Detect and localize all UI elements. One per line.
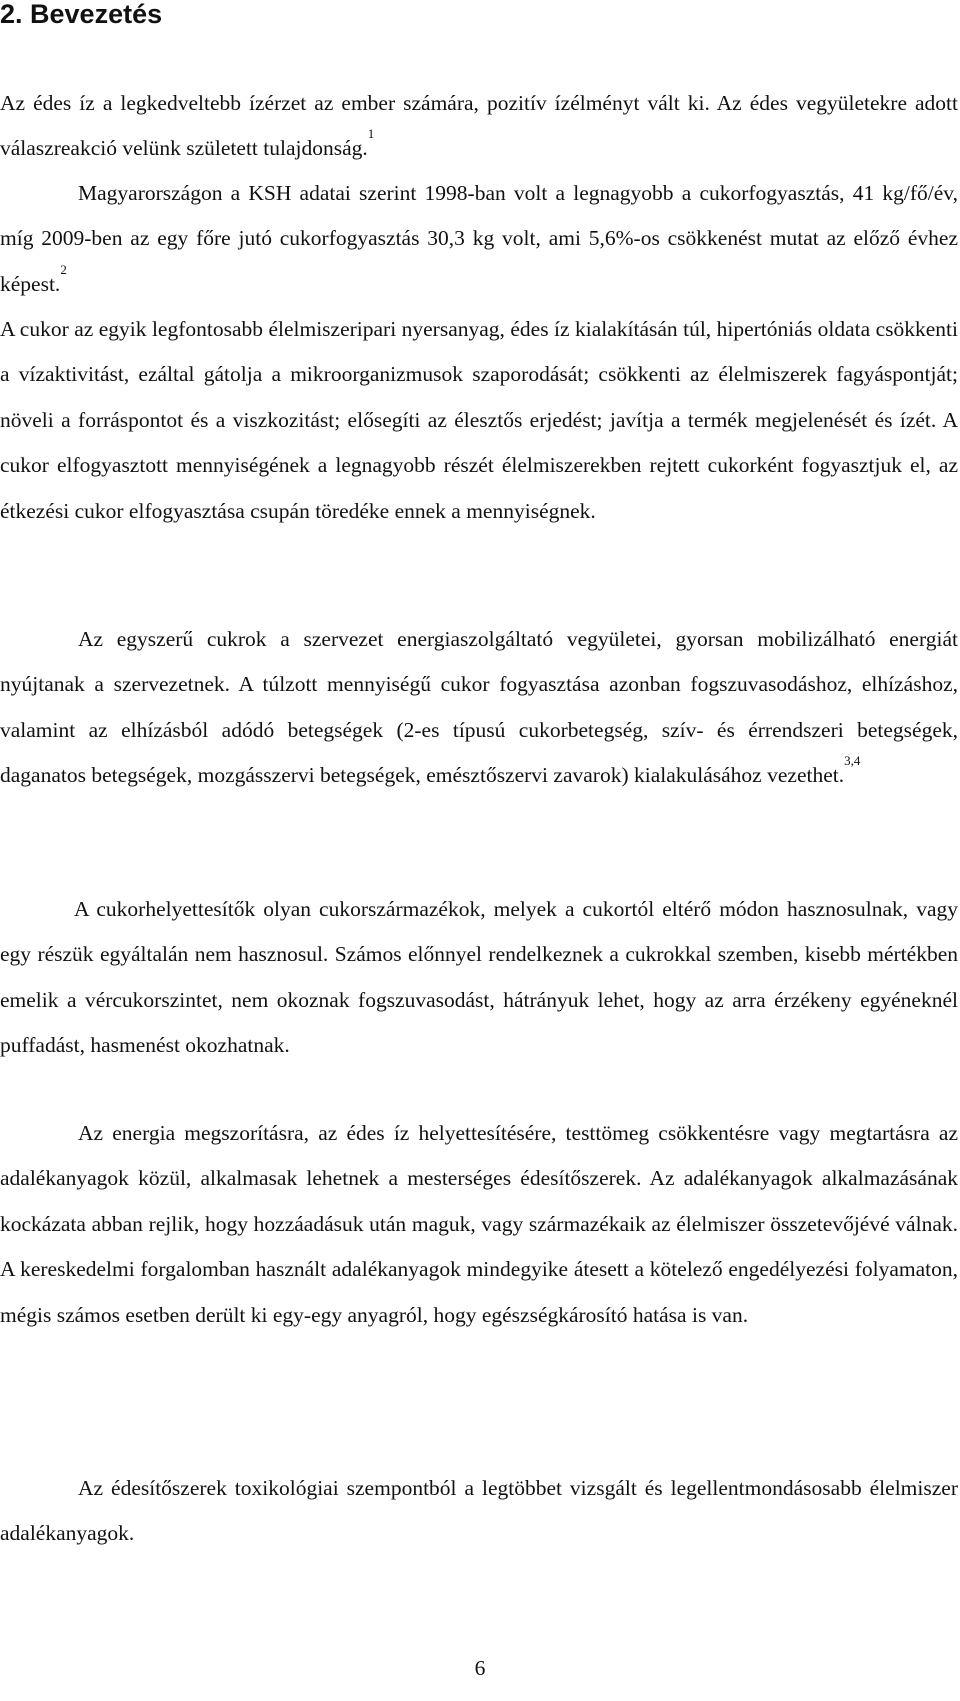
page-number: 6 — [474, 1656, 486, 1680]
paragraph-7 — [0, 1466, 958, 1557]
paragraph-1 — [0, 81, 958, 172]
paragraph-5 — [0, 887, 958, 1069]
paragraph-6-text: Az energia megszorításra, az édes íz helyettesítésére, testtömeg csökkentésre vagy megtartásra az adalékanyagok közül, alkalmasak lehetnek a mesterséges édesítőszerek. Az adalékanyagok alkalmazásának kockázata abban rejlik, hogy hozzáadásuk után maguk, vagy származékaik az élelmiszer összetevőjévé válnak. A kereskedelmi forgalomban használt adalékanyagok mindegyike átesett a kötelező engedélyezési folyamaton, mégis számos esetben derült ki egy-egy anyagról, hogy egészségkárosító hatása is van. — [0, 1121, 958, 1327]
paragraph-4-text: Az egyszerű cukrok a szervezet energiaszolgáltató vegyületei, gyorsan mobilizálható energiát nyújtanak a szervezetnek. A túlzott mennyiségű cukor fogyasztása azonban fogszuvasodáshoz, elhízáshoz, valamint az elhízásból adódó betegségek (2-es típusú cukorbetegség, szív- és érrendszeri betegségek, daganatos betegségek, mozgásszervi betegségek, emésztőszervi zavarok) kialakulásához vezethet. — [0, 627, 958, 788]
paragraph-4 — [0, 617, 958, 799]
paragraph-7-text: Az édesítőszerek toxikológiai szempontból a legtöbbet vizsgált és legellentmondásosabb élelmiszer adalékanyagok. — [0, 1476, 958, 1546]
section-heading: 2. Bevezetés — [0, 0, 163, 29]
paragraph-1-text: Az édes íz a legkedveltebb ízérzet az ember számára, pozitív ízélményt vált ki. Az édes vegyületekre adott válaszreakció velünk született tulajdonság. — [0, 91, 958, 161]
paragraph-6 — [0, 1111, 958, 1338]
paragraph-2-text: Magyarországon a KSH adatai szerint 1998-ban volt a legnagyobb a cukorfogyasztás, 41 kg/fő/év, míg 2009-ben az egy főre jutó cukorfogyasztás 30,3 kg volt, ami 5,6%-os csökkenést mutat az előző évhez képest. — [0, 181, 958, 296]
footnote-ref-1: 1 — [367, 126, 375, 142]
footnote-ref-3-4: 3,4 — [844, 753, 861, 769]
paragraph-2 — [0, 171, 958, 307]
paragraph-3 — [0, 307, 958, 534]
paragraph-3-text: A cukor az egyik legfontosabb élelmiszeripari nyersanyag, édes íz kialakításán túl, hipertóniás oldata csökkenti a vízaktivitást, ezáltal gátolja a mikroorganizmusok szaporodását; csökkenti az élelmiszerek fagyáspontját; növeli a forráspontot és a viszkozitást; elősegíti az élesztős erjedést; javítja a termék megjelenését és ízét. A cukor elfogyasztott mennyiségének a legnagyobb részét élelmiszerekben rejtett cukorként fogyasztjuk el, az étkezési cukor elfogyasztása csupán töredéke ennek a mennyiségnek. — [0, 317, 958, 523]
paragraph-5-text: A cukorhelyettesítők olyan cukorszármazékok, melyek a cukortól eltérő módon hasznosulnak, vagy egy részük egyáltalán nem hasznosul. Számos előnnyel rendelkeznek a cukrokkal szemben, kisebb mértékben emelik a vércukorszintet, nem okoznak fogszuvasodást, hátrányuk lehet, hogy az arra érzékeny egyéneknél puffadást, hasmenést okozhatnak. — [0, 897, 958, 1058]
footnote-ref-2: 2 — [60, 261, 67, 277]
